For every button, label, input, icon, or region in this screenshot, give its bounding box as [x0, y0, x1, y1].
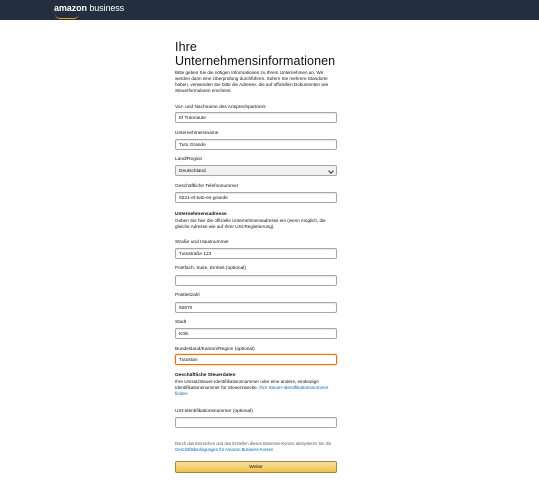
state-input[interactable]: Tutostan: [175, 354, 337, 365]
street-label: Straße und Hausnummer: [175, 240, 229, 245]
phone-label: Geschäftliche Telefonnummer: [175, 184, 239, 189]
logo-text: amazon: [54, 3, 87, 13]
tax-section-title: Geschäftliche Steuerdaten: [175, 373, 236, 378]
smile-icon: [55, 14, 79, 19]
tax-section-description: Ihre Umsatzsteuer-Identifikationsnummer oder eine andere, eindeutige Identifikationsnummer für Steuerzwecke.: [175, 379, 319, 390]
legal-text: Durch das Einreichen und das Erstellen dieses Business-Kontos akzeptieren Sie die: [175, 441, 332, 446]
terms-link[interactable]: Geschäftsbedingungen für Amazon Business-Konten: [175, 446, 274, 452]
tax-section-text: [175, 379, 338, 397]
city-label: Stadt: [175, 320, 187, 325]
address2-input[interactable]: [175, 275, 337, 286]
vat-label: USt-Identifikationsnummer (optional): [175, 409, 253, 414]
address2-label: Postfach, Suite, Einheit (optional): [175, 266, 246, 271]
logo-suffix: business: [89, 3, 125, 13]
business-info-form: [175, 40, 338, 470]
country-value: Deutschland: [179, 169, 206, 174]
contact-name-label: Vor- und Nachname des Ansprechpartners: [175, 105, 266, 110]
find-tax-id-link[interactable]: Ihre Steuer-Identifikationsnummer finden: [175, 385, 329, 396]
continue-button[interactable]: Weiter: [175, 461, 337, 473]
vat-input[interactable]: [175, 417, 337, 428]
phone-input[interactable]: 0221-el-tuto-es-grande: [175, 192, 337, 203]
chevron-down-icon: [328, 168, 334, 174]
address-section-text: Geben Sie hier die offizielle Unternehmensadresse ein (wenn möglich, die gleiche Adresse wie auf Ihrer USt-Registrierung).: [175, 218, 326, 229]
country-select[interactable]: [175, 165, 337, 176]
top-bar: [0, 0, 539, 20]
contact-name-input[interactable]: El Tutonaute: [175, 112, 337, 123]
country-label: Land/Region: [175, 157, 203, 162]
postal-code-input[interactable]: 50670: [175, 302, 337, 313]
city-input[interactable]: Köln: [175, 328, 337, 339]
legal-notice: [175, 441, 338, 453]
amazon-business-logo[interactable]: [54, 3, 124, 13]
postal-code-label: Postleitzahl: [175, 293, 200, 298]
state-label: Bundesland/Kanton/Region (optional): [175, 347, 255, 352]
company-name-input[interactable]: Tuto Grande: [175, 139, 337, 150]
page-title: Ihre Unternehmensinformationen: [175, 40, 336, 68]
address-section-title: Unternehmensadresse: [175, 212, 227, 217]
company-name-label: Unternehmensname: [175, 131, 219, 136]
street-input[interactable]: Tutostraße 123: [175, 248, 337, 259]
intro-text: Bitte geben Sie die nötigen Informationen zu Ihrem Unternehmen an. Wir werden dann eine Überprüfung durchführen. Sofern Sie mehrere Standorte haben, verwenden Sie bitte die Adresse, die auf offiziellen Dokumenten wie Steuerformularen erscheint.: [175, 70, 329, 94]
